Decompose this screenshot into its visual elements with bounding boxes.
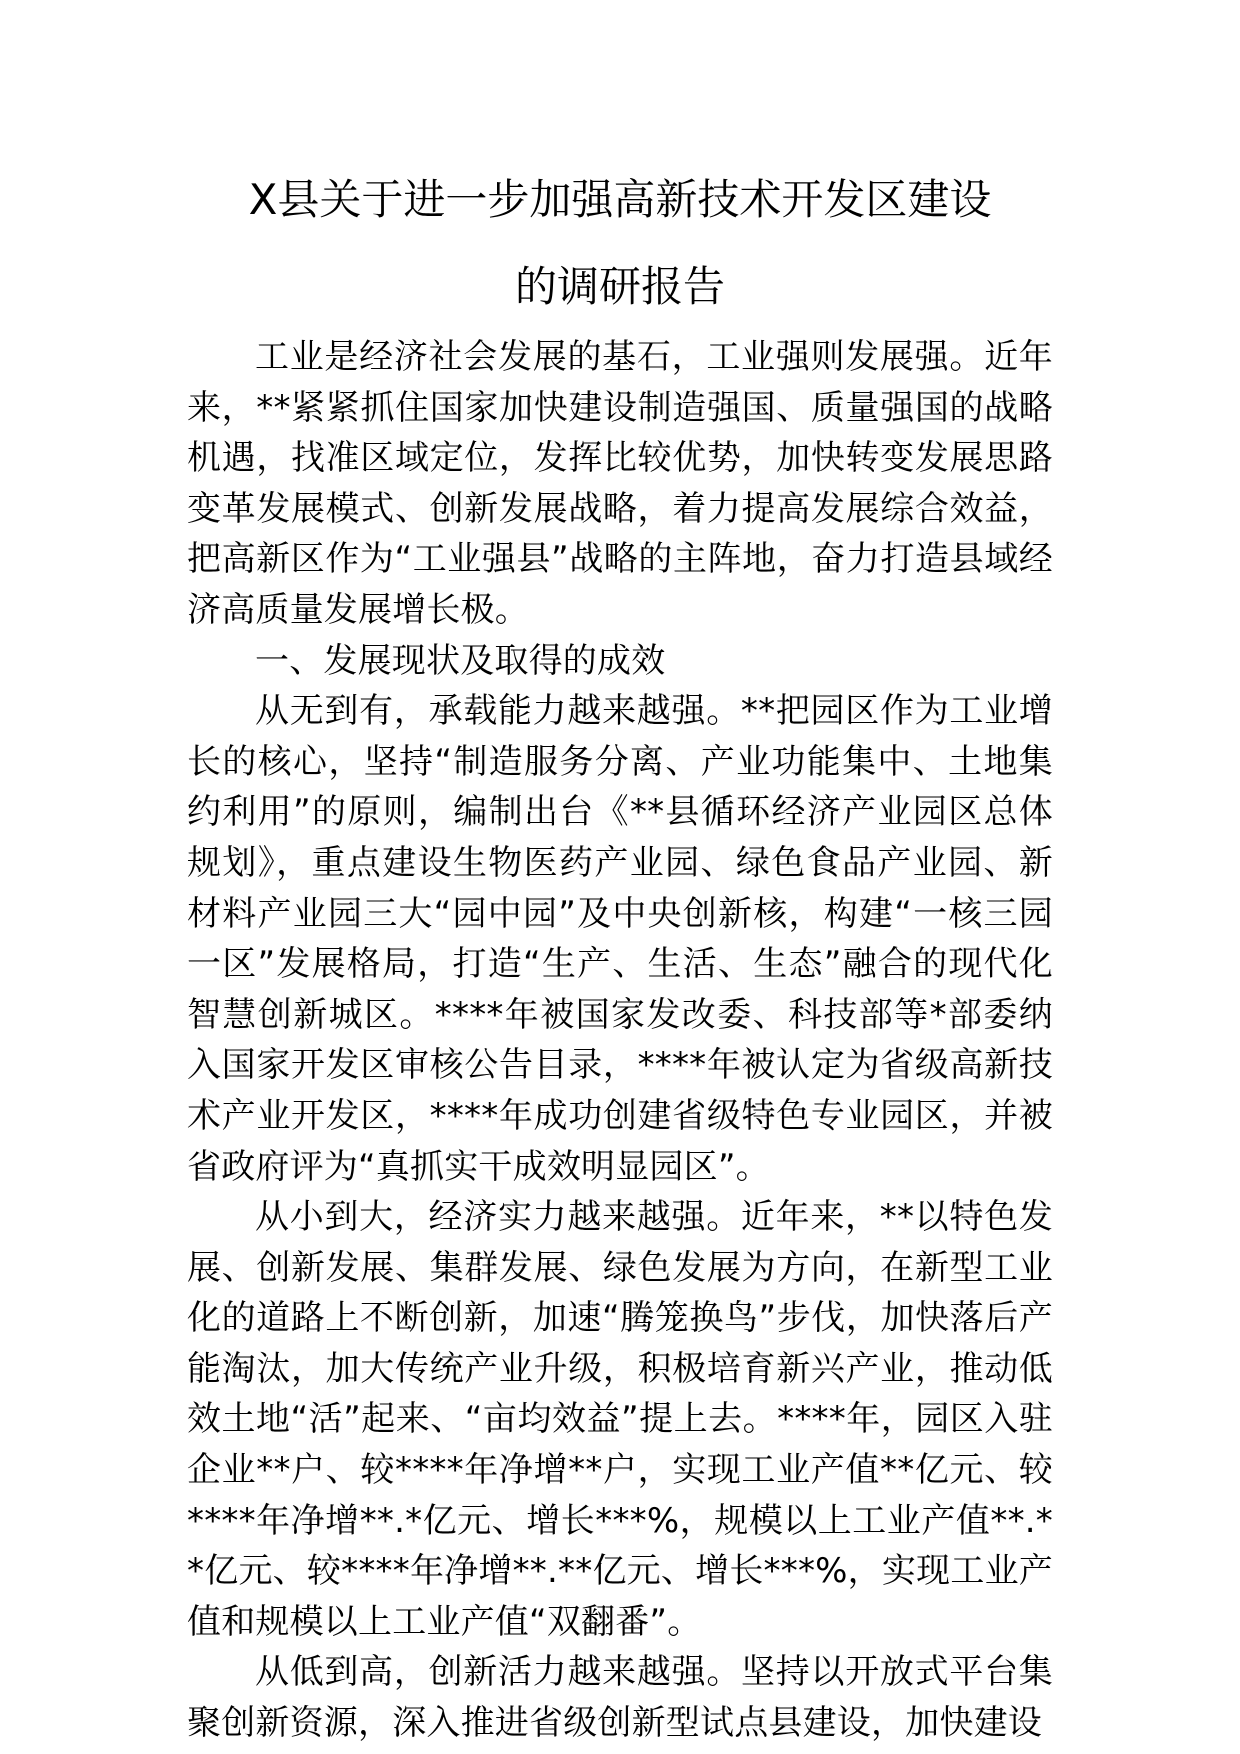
document-title-line-1: X县关于进一步加强高新技术开发区建设	[248, 175, 992, 224]
paragraph-economy: 从小到大，经济实力越来越强。近年来，**以特色发展、创新发展、集群发展、绿色发展为方向，在新型工业化的道路上不断创新，加速“腾笼换鸟”步伐，加快落后产能淘汰，加大传统产业升级，积极培育新兴产业，推动低效土地“活”起来、“亩均效益”提上去。****年，园区入驻企业**户、较****年净增**户，实现工业产值**亿元、较****年净增**.*亿元、增长***%，规模以上工业产值**.**亿元、较****年净增**.**亿元、增长***%，实现工业产值和规模以上工业产值“双翻番”。	[187, 1197, 1053, 1642]
section-heading: 一、发展现状及取得的成效	[255, 640, 666, 681]
document-title-line-2: 的调研报告	[514, 262, 725, 311]
document-body	[187, 332, 1053, 1749]
paragraph-innovation: 从低到高，创新活力越来越强。坚持以开放式平台集聚创新资源，深入推进省级创新型试点县建设，加快建设	[187, 1652, 1053, 1744]
paragraph-capacity: 从无到有，承载能力越来越强。**把园区作为工业增长的核心，坚持“制造服务分离、产业功能集中、土地集约利用”的原则，编制出台《**县循环经济产业园区总体规划》，重点建设生物医药产业园、绿色食品产业园、新材料产业园三大“园中园”及中央创新核，构建“一核三园一区”发展格局，打造“生产、生活、生态”融合的现代化智慧创新城区。****年被国家发改委、科技部等*部委纳入国家开发区审核公告目录，****年被认定为省级高新技术产业开发区，****年成功创建省级特色专业园区，并被省政府评为“真抓实干成效明显园区”。	[187, 691, 1053, 1187]
intro-paragraph: 工业是经济社会发展的基石，工业强则发展强。近年来，**紧紧抓住国家加快建设制造强国、质量强国的战略机遇，找准区域定位，发挥比较优势，加快转变发展思路变革发展模式、创新发展战略，着力提高发展综合效益，把高新区作为“工业强县”战略的主阵地，奋力打造县域经济高质量发展增长极。	[187, 337, 1053, 630]
